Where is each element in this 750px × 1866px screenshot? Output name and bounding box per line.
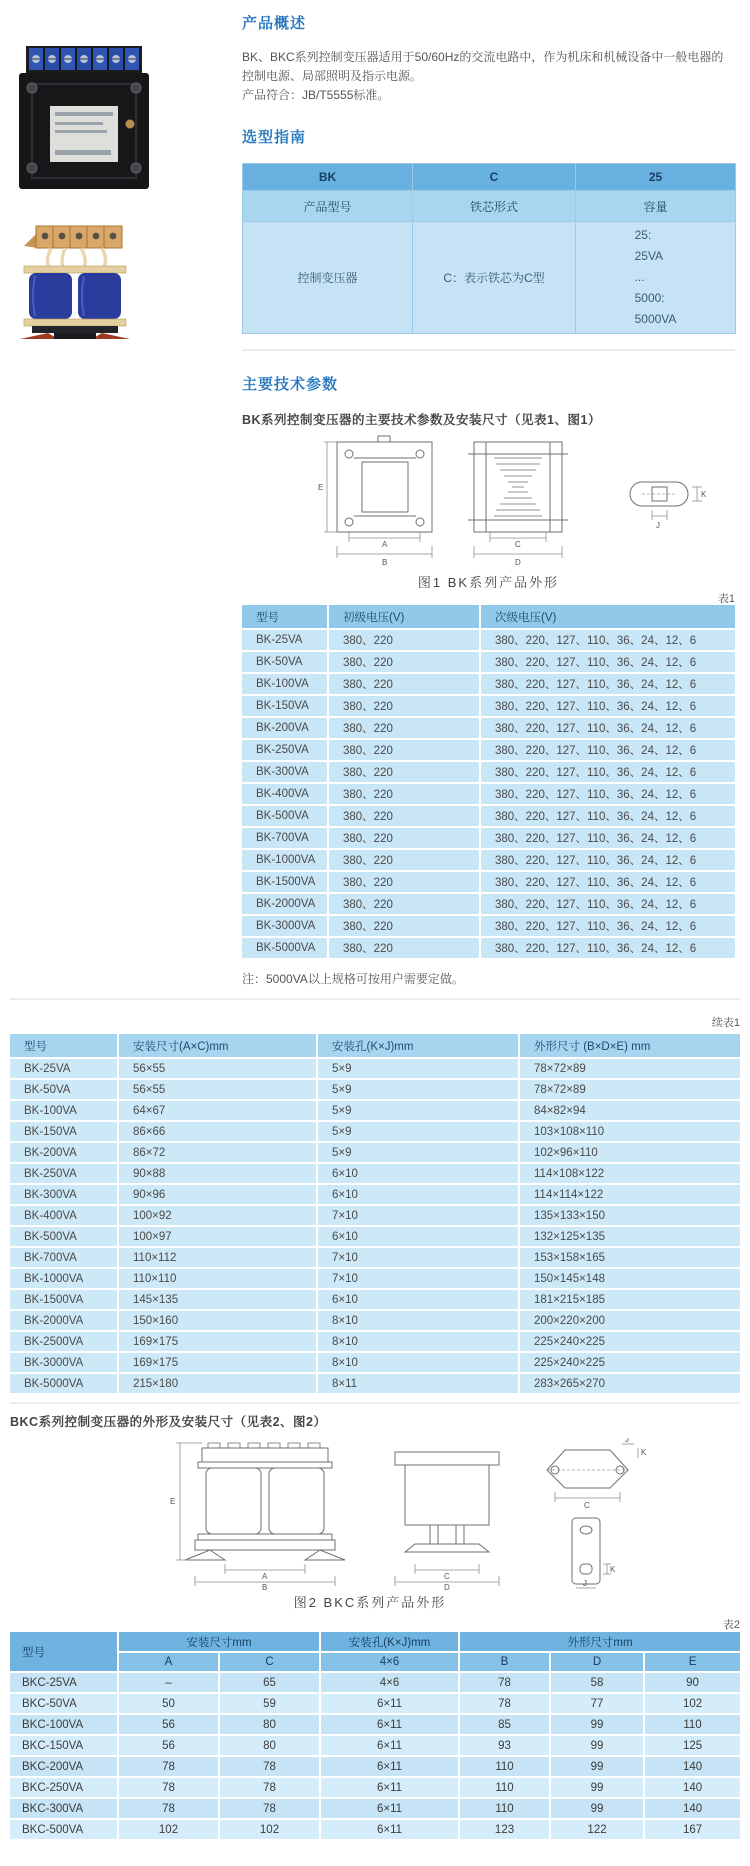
table-cell: 100×97 xyxy=(118,1226,317,1247)
table-cell: 380、220 xyxy=(328,849,480,871)
figure2-drawing xyxy=(10,1438,740,1590)
table-cell: 150×160 xyxy=(118,1310,317,1331)
table2-body xyxy=(10,1672,740,1840)
table-row xyxy=(242,849,735,871)
table-cell: 6×10 xyxy=(317,1226,519,1247)
table-row xyxy=(10,1819,740,1840)
table-cell: 380、220、127、110、36、24、12、6 xyxy=(480,849,735,871)
dim-label-b: B xyxy=(262,1583,268,1590)
table-cell: 110×110 xyxy=(118,1268,317,1289)
table-cell: – xyxy=(118,1672,219,1693)
table-row xyxy=(10,1373,740,1394)
table-cell: 140 xyxy=(644,1777,740,1798)
table-cell: BK-3000VA xyxy=(242,915,328,937)
dim-label-e: E xyxy=(170,1497,176,1506)
table-cell: 77 xyxy=(550,1693,644,1714)
table-row xyxy=(242,783,735,805)
table-cell: 225×240×225 xyxy=(519,1352,740,1373)
table-cell: BKC-100VA xyxy=(10,1714,118,1735)
table-cell: BK-2000VA xyxy=(242,893,328,915)
table-row xyxy=(242,827,735,849)
label-capacity: 容量 xyxy=(576,191,736,222)
table-cell: 99 xyxy=(550,1777,644,1798)
capacity-line: 5000VA xyxy=(634,312,677,326)
figure1-caption: 图1 BK系列产品外形 xyxy=(417,575,560,590)
table-cell: 110 xyxy=(459,1798,550,1819)
table-cell: 80 xyxy=(219,1735,320,1756)
table-cell: 167 xyxy=(644,1819,740,1840)
figure1-drawing xyxy=(242,434,735,570)
table-cell: 122 xyxy=(550,1819,644,1840)
table-cell: 78 xyxy=(219,1756,320,1777)
table-cell: 99 xyxy=(550,1714,644,1735)
dim-label-j2: J xyxy=(625,1438,629,1444)
table-cell: 5×9 xyxy=(317,1100,519,1121)
selection-guide-table xyxy=(242,163,736,334)
table-row xyxy=(10,1777,740,1798)
table-cell: BK-1000VA xyxy=(10,1268,118,1289)
table-cell: 380、220 xyxy=(328,805,480,827)
dim-label-k2: K xyxy=(641,1448,647,1457)
table-cell: 6×11 xyxy=(320,1735,459,1756)
table-cell: 380、220、127、110、36、24、12、6 xyxy=(480,827,735,849)
table-cell: 380、220、127、110、36、24、12、6 xyxy=(480,695,735,717)
table-cell: 102 xyxy=(219,1819,320,1840)
detail-model: 控制变压器 xyxy=(243,222,413,334)
table-cell: 123 xyxy=(459,1819,550,1840)
dim-label-a: A xyxy=(382,540,388,549)
table-cell: BKC-50VA xyxy=(10,1693,118,1714)
table-cell: 6×10 xyxy=(317,1163,519,1184)
capacity-line: 5000: xyxy=(634,291,665,305)
table-cell: 380、220 xyxy=(328,629,480,651)
table-cell: 102 xyxy=(644,1693,740,1714)
table-cell: BK-250VA xyxy=(10,1163,118,1184)
table-cell: 90×96 xyxy=(118,1184,317,1205)
table-cell: 78 xyxy=(219,1777,320,1798)
table2-subheader-hole: 4×6 xyxy=(320,1652,459,1672)
dim-label-d: D xyxy=(515,558,521,567)
table-cell: BK-3000VA xyxy=(10,1352,118,1373)
bkc-intro-line: BKC系列控制变压器的外形及安装尺寸（见表2、图2） xyxy=(10,1415,327,1429)
table2-bkc-dimensions xyxy=(10,1632,740,1841)
table2-header-mounting: 安装尺寸mm xyxy=(118,1632,320,1652)
bk-intro-line: BK系列控制变压器的主要技术参数及安装尺寸（见表1、图1） xyxy=(242,413,601,427)
table-cell: 380、220、127、110、36、24、12、6 xyxy=(480,761,735,783)
table1b-dimensions xyxy=(10,1034,740,1395)
table-cell: 78×72×89 xyxy=(519,1079,740,1100)
table-cell: BK-2000VA xyxy=(10,1310,118,1331)
table-cell: 380、220 xyxy=(328,651,480,673)
table-cell: 6×11 xyxy=(320,1798,459,1819)
table-cell: 114×108×122 xyxy=(519,1163,740,1184)
table-cell: BK-300VA xyxy=(242,761,328,783)
table-cell: 380、220、127、110、36、24、12、6 xyxy=(480,915,735,937)
table-cell: BK-2500VA xyxy=(10,1331,118,1352)
table-cell: 64×67 xyxy=(118,1100,317,1121)
table-cell: BKC-150VA xyxy=(10,1735,118,1756)
table-row xyxy=(242,717,735,739)
table-cell: 6×11 xyxy=(320,1756,459,1777)
table-cell: 56 xyxy=(118,1735,219,1756)
table2-subheader-b: B xyxy=(459,1652,550,1672)
dim-label-j: J xyxy=(656,521,660,530)
selection-code-row xyxy=(243,164,736,191)
table-cell: 65 xyxy=(219,1672,320,1693)
table-cell: BK-1500VA xyxy=(10,1289,118,1310)
table-cell: BKC-200VA xyxy=(10,1756,118,1777)
table-cell: 380、220 xyxy=(328,695,480,717)
figure2-caption: 图2 BKC系列产品外形 xyxy=(293,1595,447,1610)
table1b-label: 续表1 xyxy=(711,1017,740,1029)
table-cell: 99 xyxy=(550,1735,644,1756)
table-cell: 100×92 xyxy=(118,1205,317,1226)
label-core: 铁芯形式 xyxy=(413,191,576,222)
table1-header-row xyxy=(242,605,735,629)
table-cell: 380、220 xyxy=(328,871,480,893)
table-row xyxy=(10,1268,740,1289)
table-cell: BK-500VA xyxy=(242,805,328,827)
table-cell: 125 xyxy=(644,1735,740,1756)
dim-label-e: E xyxy=(318,483,324,492)
dim-label-c: C xyxy=(515,540,521,549)
table-cell: 86×66 xyxy=(118,1121,317,1142)
table-cell: BK-150VA xyxy=(242,695,328,717)
table-cell: 6×11 xyxy=(320,1819,459,1840)
table-row xyxy=(10,1735,740,1756)
table-cell: 93 xyxy=(459,1735,550,1756)
table-cell: 380、220 xyxy=(328,761,480,783)
table-cell: 6×10 xyxy=(317,1184,519,1205)
table-row xyxy=(242,805,735,827)
table-cell: 140 xyxy=(644,1798,740,1819)
table1b-header-outline: 外形尺寸 (B×D×E) mm xyxy=(519,1034,740,1058)
table-cell: 90 xyxy=(644,1672,740,1693)
table-cell: 78 xyxy=(118,1798,219,1819)
table-cell: 380、220 xyxy=(328,739,480,761)
table1-header-secondary: 次级电压(V) xyxy=(480,605,735,629)
dim-label-k3: K xyxy=(610,1565,616,1574)
table-cell: 85 xyxy=(459,1714,550,1735)
capacity-line: 25VA xyxy=(634,249,664,263)
product-photo-bkc-transformer xyxy=(18,224,134,340)
table-cell: 110×112 xyxy=(118,1247,317,1268)
custom-order-note: 注：5000VA以上规格可按用户需要定做。 xyxy=(242,972,464,986)
table-row xyxy=(10,1289,740,1310)
table-cell: 283×265×270 xyxy=(519,1373,740,1394)
table1b-header-model: 型号 xyxy=(10,1034,118,1058)
table-row xyxy=(10,1352,740,1373)
section-divider xyxy=(242,349,735,351)
table-cell: 4×6 xyxy=(320,1672,459,1693)
table-cell: BK-50VA xyxy=(242,651,328,673)
table-cell: BK-5000VA xyxy=(10,1373,118,1394)
table-cell: 380、220 xyxy=(328,717,480,739)
table-cell: 380、220 xyxy=(328,937,480,959)
table-cell: 380、220、127、110、36、24、12、6 xyxy=(480,739,735,761)
table-cell: 78 xyxy=(219,1798,320,1819)
table-cell: 80 xyxy=(219,1714,320,1735)
table-row xyxy=(10,1672,740,1693)
table1b-header-mounting: 安装尺寸(A×C)mm xyxy=(118,1034,317,1058)
table-cell: BK-400VA xyxy=(10,1205,118,1226)
code-bk: BK xyxy=(243,164,413,191)
table-row xyxy=(10,1184,740,1205)
table-cell: 380、220 xyxy=(328,673,480,695)
table-cell: 114×114×122 xyxy=(519,1184,740,1205)
detail-core: C：表示铁芯为C型 xyxy=(413,222,576,334)
table-cell: BK-5000VA xyxy=(242,937,328,959)
table-cell: 102 xyxy=(118,1819,219,1840)
table-cell: 58 xyxy=(550,1672,644,1693)
table-cell: 225×240×225 xyxy=(519,1331,740,1352)
dim-label-b: B xyxy=(382,558,388,567)
brass-terminal xyxy=(126,120,135,129)
table2-header-hole: 安装孔(K×J)mm xyxy=(320,1632,459,1652)
table-cell: 99 xyxy=(550,1756,644,1777)
table-cell: 5×9 xyxy=(317,1079,519,1100)
table-row xyxy=(10,1142,740,1163)
table-cell: 200×220×200 xyxy=(519,1310,740,1331)
table-row xyxy=(242,629,735,651)
table-row xyxy=(10,1756,740,1777)
table-row xyxy=(10,1079,740,1100)
table-cell: 6×11 xyxy=(320,1693,459,1714)
table-row xyxy=(10,1163,740,1184)
table-cell: BK-400VA xyxy=(242,783,328,805)
table-row xyxy=(242,893,735,915)
table-cell: BKC-250VA xyxy=(10,1777,118,1798)
label-model: 产品型号 xyxy=(243,191,413,222)
dim-label-d: D xyxy=(444,1583,450,1590)
table-cell: 8×11 xyxy=(317,1373,519,1394)
table-row xyxy=(242,915,735,937)
table1-header-model: 型号 xyxy=(242,605,328,629)
table-cell: 7×10 xyxy=(317,1247,519,1268)
table-cell: 380、220、127、110、36、24、12、6 xyxy=(480,717,735,739)
table-cell: 135×133×150 xyxy=(519,1205,740,1226)
table2-subheader-a: A xyxy=(118,1652,219,1672)
overview-paragraph xyxy=(242,48,735,105)
table-cell: 380、220、127、110、36、24、12、6 xyxy=(480,937,735,959)
table-cell: 380、220、127、110、36、24、12、6 xyxy=(480,673,735,695)
table-cell: 56×55 xyxy=(118,1079,317,1100)
table-cell: BK-100VA xyxy=(10,1100,118,1121)
table-cell: 380、220、127、110、36、24、12、6 xyxy=(480,629,735,651)
table-row xyxy=(10,1798,740,1819)
table-cell: 56 xyxy=(118,1714,219,1735)
table-cell: BK-700VA xyxy=(242,827,328,849)
table-row xyxy=(242,739,735,761)
table-row xyxy=(242,695,735,717)
table-row xyxy=(10,1714,740,1735)
table-cell: 380、220、127、110、36、24、12、6 xyxy=(480,805,735,827)
table-row xyxy=(242,937,735,959)
table-row xyxy=(10,1205,740,1226)
table-row xyxy=(10,1247,740,1268)
table-cell: 86×72 xyxy=(118,1142,317,1163)
table-cell: 84×82×94 xyxy=(519,1100,740,1121)
table-cell: 145×135 xyxy=(118,1289,317,1310)
table-cell: BK-1500VA xyxy=(242,871,328,893)
capacity-line: ... xyxy=(634,270,645,284)
overview-line: BK、BKC系列控制变压器适用于50/60Hz的交流电路中，作为机床和机械设备中一般电器的控制电源、局部照明及指示电源。 xyxy=(242,50,724,83)
table-row xyxy=(242,761,735,783)
table-cell: 78 xyxy=(118,1777,219,1798)
table2-sub-header-row xyxy=(10,1652,740,1672)
table-cell: 132×125×135 xyxy=(519,1226,740,1247)
table-cell: 6×10 xyxy=(317,1289,519,1310)
table-row xyxy=(10,1693,740,1714)
table-cell: 5×9 xyxy=(317,1142,519,1163)
dim-label-c2: C xyxy=(584,1501,590,1510)
table1-voltages xyxy=(242,605,735,960)
table-row xyxy=(10,1310,740,1331)
table-cell: 380、220、127、110、36、24、12、6 xyxy=(480,783,735,805)
table-cell: 8×10 xyxy=(317,1352,519,1373)
table2-group-header-row xyxy=(10,1632,740,1652)
table-cell: 380、220、127、110、36、24、12、6 xyxy=(480,651,735,673)
capacity-line: 25: xyxy=(634,228,652,242)
table-cell: 56×55 xyxy=(118,1058,317,1079)
table-cell: 380、220 xyxy=(328,915,480,937)
table-cell: 6×11 xyxy=(320,1777,459,1798)
section-divider xyxy=(10,998,740,1000)
table1-label: 表1 xyxy=(717,593,735,605)
table-cell: 380、220、127、110、36、24、12、6 xyxy=(480,871,735,893)
table-cell: BKC-300VA xyxy=(10,1798,118,1819)
table-cell: 110 xyxy=(644,1714,740,1735)
table1-header-primary: 初级电压(V) xyxy=(328,605,480,629)
table-cell: 7×10 xyxy=(317,1205,519,1226)
table-cell: BK-250VA xyxy=(242,739,328,761)
table-cell: 59 xyxy=(219,1693,320,1714)
table-cell: BKC-500VA xyxy=(10,1819,118,1840)
table-cell: 90×88 xyxy=(118,1163,317,1184)
table-cell: 110 xyxy=(459,1777,550,1798)
table1b-body xyxy=(10,1058,740,1394)
table-cell: 102×96×110 xyxy=(519,1142,740,1163)
table-cell: 181×215×185 xyxy=(519,1289,740,1310)
table-cell: BK-300VA xyxy=(10,1184,118,1205)
table-cell: 5×9 xyxy=(317,1121,519,1142)
detail-capacity xyxy=(576,222,736,334)
table2-subheader-c: C xyxy=(219,1652,320,1672)
table-cell: 78 xyxy=(118,1756,219,1777)
table-cell: 6×11 xyxy=(320,1714,459,1735)
table-cell: 380、220 xyxy=(328,783,480,805)
table-row xyxy=(242,651,735,673)
table-cell: BKC-25VA xyxy=(10,1672,118,1693)
table2-subheader-d: D xyxy=(550,1652,644,1672)
table-cell: 5×9 xyxy=(317,1058,519,1079)
dim-label-k: K xyxy=(701,490,707,499)
table1b-header-row xyxy=(10,1034,740,1058)
table2-label: 表2 xyxy=(722,1619,740,1631)
table-cell: BK-50VA xyxy=(10,1079,118,1100)
table-cell: 380、220、127、110、36、24、12、6 xyxy=(480,893,735,915)
table-cell: 140 xyxy=(644,1756,740,1777)
selection-meaning-row xyxy=(243,191,736,222)
tech-title: 主要技术参数 xyxy=(242,376,339,393)
section-divider xyxy=(10,1402,740,1404)
table-cell: 8×10 xyxy=(317,1310,519,1331)
table-cell: 169×175 xyxy=(118,1331,317,1352)
table-cell: 99 xyxy=(550,1798,644,1819)
table-cell: 169×175 xyxy=(118,1352,317,1373)
dim-label-a: A xyxy=(262,1572,268,1581)
table2-header-outline: 外形尺寸mm xyxy=(459,1632,740,1652)
selection-detail-row xyxy=(243,222,736,334)
table-row xyxy=(10,1226,740,1247)
table-row xyxy=(10,1331,740,1352)
table-cell: BK-25VA xyxy=(242,629,328,651)
table-cell: BK-150VA xyxy=(10,1121,118,1142)
table-cell: 380、220 xyxy=(328,827,480,849)
table-cell: 153×158×165 xyxy=(519,1247,740,1268)
selection-title: 选型指南 xyxy=(242,129,307,146)
code-c: C xyxy=(413,164,576,191)
table-cell: 110 xyxy=(459,1756,550,1777)
table-row xyxy=(10,1121,740,1142)
table-row xyxy=(242,871,735,893)
table1-body xyxy=(242,629,735,959)
overview-standard-line: 产品符合：JB/T5555标准。 xyxy=(242,88,390,102)
table-cell: 380、220 xyxy=(328,893,480,915)
table-cell: 103×108×110 xyxy=(519,1121,740,1142)
table-cell: 215×180 xyxy=(118,1373,317,1394)
table-cell: BK-200VA xyxy=(242,717,328,739)
table-row xyxy=(10,1100,740,1121)
table-cell: 7×10 xyxy=(317,1268,519,1289)
table-cell: 50 xyxy=(118,1693,219,1714)
dim-label-j3: J xyxy=(583,1579,587,1588)
overview-title: 产品概述 xyxy=(242,15,307,32)
table-row xyxy=(10,1058,740,1079)
table-cell: BK-100VA xyxy=(242,673,328,695)
table-cell: BK-200VA xyxy=(10,1142,118,1163)
table-cell: 150×145×148 xyxy=(519,1268,740,1289)
table-cell: BK-25VA xyxy=(10,1058,118,1079)
table-cell: 78×72×89 xyxy=(519,1058,740,1079)
table1b-header-hole: 安装孔(K×J)mm xyxy=(317,1034,519,1058)
table-cell: BK-500VA xyxy=(10,1226,118,1247)
table-cell: BK-700VA xyxy=(10,1247,118,1268)
terminal-blocks xyxy=(29,48,139,70)
table-cell: 8×10 xyxy=(317,1331,519,1352)
product-photo-bk-transformer xyxy=(18,46,150,192)
table-cell: 78 xyxy=(459,1693,550,1714)
dim-label-c: C xyxy=(444,1572,450,1581)
table-row xyxy=(242,673,735,695)
table-cell: 78 xyxy=(459,1672,550,1693)
table-cell: BK-1000VA xyxy=(242,849,328,871)
code-25: 25 xyxy=(576,164,736,191)
table2-subheader-e: E xyxy=(644,1652,740,1672)
table2-header-model: 型号 xyxy=(10,1632,118,1672)
